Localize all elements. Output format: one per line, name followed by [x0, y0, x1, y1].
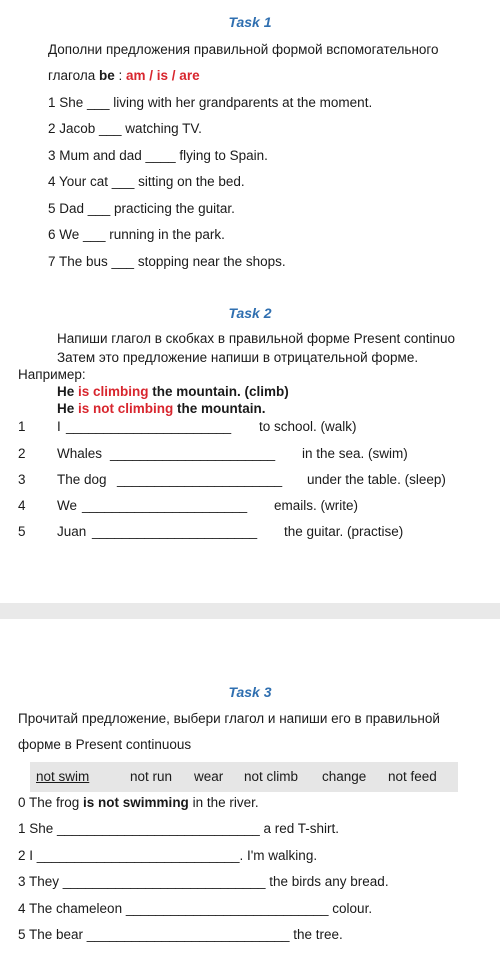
- task3-example-verb: is not swimming: [83, 795, 189, 810]
- task2-item-rest: emails. (write): [274, 498, 359, 513]
- task2-example-1-rest: the mountain. (climb): [148, 384, 289, 399]
- task2-item-subject: Juan: [57, 524, 87, 539]
- task1-instruction-line2: [48, 68, 200, 83]
- task1-item-6: 6 We ___ running in the park.: [48, 227, 225, 242]
- task1-item-2: 2 Jacob ___ watching TV.: [48, 121, 202, 136]
- task2-instruction-line1: Напиши глагол в скобках в правильной форме Present continuo: [57, 331, 455, 346]
- word-bank-item: change: [322, 769, 367, 784]
- task1-item-4: 4 Your cat ___ sitting on the bed.: [48, 174, 245, 189]
- task2-answer-line: ______________________: [82, 498, 248, 513]
- task1-item-7: 7 The bus ___ stopping near the shops.: [48, 254, 286, 269]
- task2-item-rest: under the table. (sleep): [307, 472, 446, 487]
- task3-item-4: 4 The chameleon ___________________________ colour.: [18, 901, 373, 916]
- word-bank-item: not feed: [388, 769, 437, 784]
- task2-example-2-verb: is not climbing: [78, 401, 174, 416]
- task2-answer-line: ______________________: [110, 446, 276, 461]
- task3-item-2: 2 I ___________________________. I'm walking.: [18, 848, 318, 863]
- task3-title: Task 3: [228, 684, 272, 700]
- task3-instruction-line1: Прочитай предложение, выбери глагол и напиши его в правильной: [18, 711, 440, 726]
- task2-item-rest: in the sea. (swim): [302, 446, 408, 461]
- task3-instruction-line2: форме в Present continuous: [18, 737, 192, 752]
- task3-item-1: 1 She ___________________________ a red T-shirt.: [18, 821, 340, 836]
- task2-item-subject: I: [57, 419, 61, 434]
- task1-instruction-be: be: [99, 68, 115, 83]
- word-bank-item: wear: [194, 769, 224, 784]
- task2-item-number: 4: [18, 498, 26, 513]
- task3-item-5: 5 The bear ___________________________ the tree.: [18, 927, 343, 942]
- task2-item-number: 3: [18, 472, 26, 487]
- task3-example-subject: 0 The frog: [18, 795, 84, 810]
- task3-example-rest: in the river.: [188, 795, 259, 810]
- task1-title: Task 1: [228, 14, 272, 30]
- task2-example-1: [57, 384, 289, 399]
- task2-example-2: [57, 401, 266, 416]
- task2-answer-line: ______________________: [117, 472, 283, 487]
- word-bank-item: not climb: [244, 769, 299, 784]
- task1-item-5: 5 Dad ___ practicing the guitar.: [48, 201, 235, 216]
- task2-answer-line: ______________________: [66, 419, 232, 434]
- word-bank: [30, 762, 458, 792]
- task1-instruction-prefix: глагола: [48, 68, 99, 83]
- task2-answer-line: ______________________: [92, 524, 258, 539]
- task1-item-1: 1 She ___ living with her grandparents at the moment.: [48, 95, 373, 110]
- task2-item-subject: Whales: [57, 446, 103, 461]
- task2-title: Task 2: [228, 305, 272, 321]
- task2-instruction-line2: Затем это предложение напиши в отрицательной форме.: [57, 350, 419, 365]
- task3-item-3: 3 They ___________________________ the birds any bread.: [18, 874, 389, 889]
- task2-item-subject: We: [57, 498, 78, 513]
- task2-item-number: 1: [18, 419, 26, 434]
- task2-item-rest: to school. (walk): [259, 419, 357, 434]
- task2-item-number: 5: [18, 524, 26, 539]
- task1-instruction-colon: :: [114, 68, 127, 83]
- task2-item-rest: the guitar. (practise): [284, 524, 404, 539]
- task2-example-2-subject: He: [57, 401, 79, 416]
- task3-example: [18, 795, 259, 810]
- task1-item-3: 3 Mum and dad ____ flying to Spain.: [48, 148, 268, 163]
- word-bank-item: not swim: [36, 769, 90, 784]
- task2-item-number: 2: [18, 446, 26, 461]
- task2-example-2-rest: the mountain.: [173, 401, 266, 416]
- page-separator: [0, 603, 500, 619]
- task2-example-1-verb: is climbing: [78, 384, 149, 399]
- task2-example-1-subject: He: [57, 384, 79, 399]
- word-bank-item: not run: [130, 769, 173, 784]
- task2-item-subject: The dog: [57, 472, 107, 487]
- task2-example-label: Например:: [18, 367, 86, 382]
- task1-instruction-forms: am / is / are: [126, 68, 200, 83]
- task1-instruction-line1: Дополни предложения правильной формой вспомогательного: [48, 42, 439, 57]
